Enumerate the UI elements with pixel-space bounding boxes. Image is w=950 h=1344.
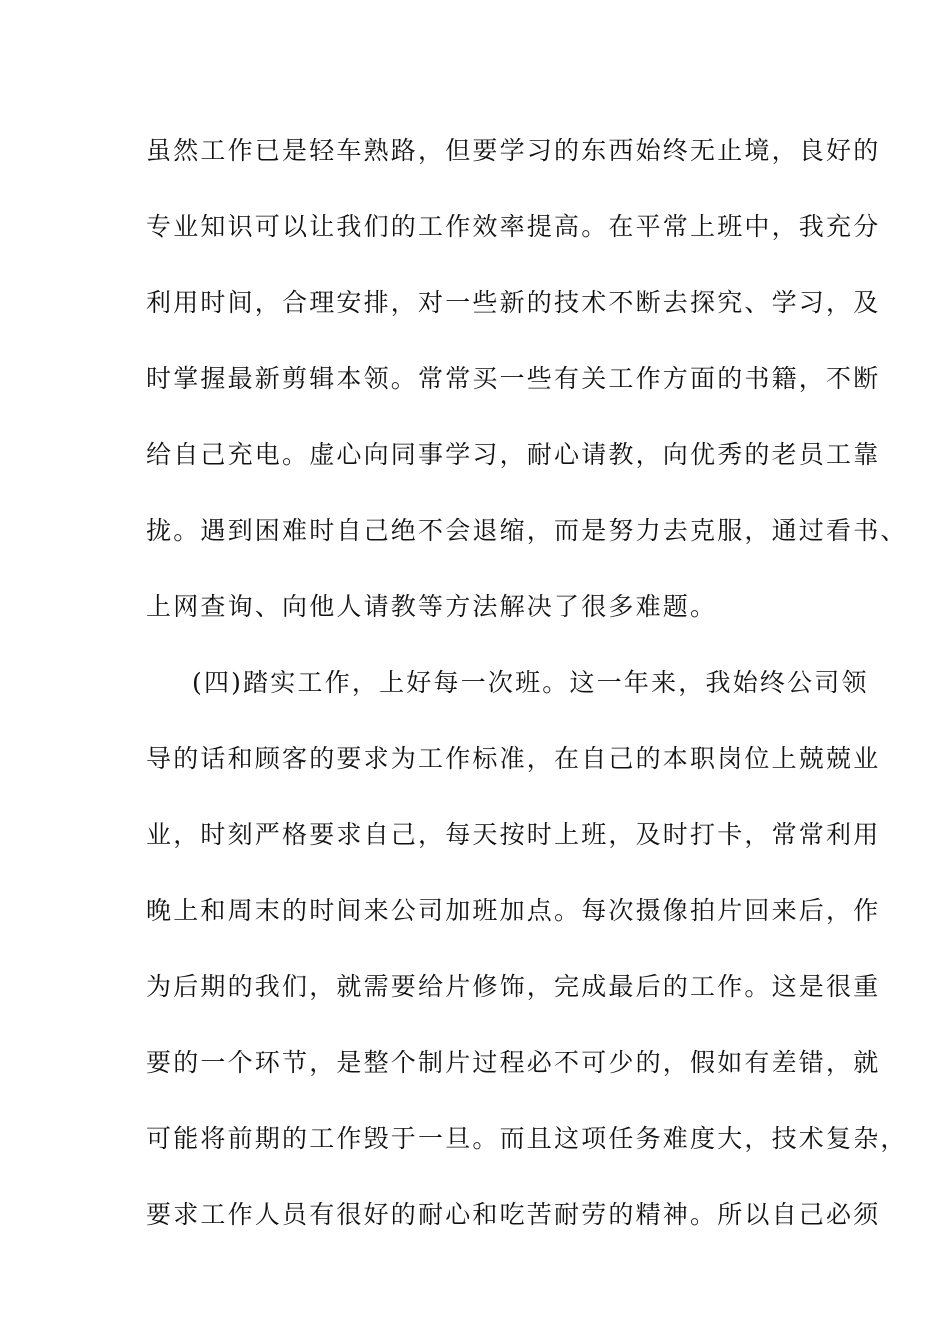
text-line: 利用时间，合理安排，对一些新的技术不断去探究、学习，及 xyxy=(146,288,881,317)
text-line: 导的话和顾客的要求为工作标准，在自己的本职岗位上兢兢业 xyxy=(146,744,881,773)
text-line: 上网查询、向他人请教等方法解决了很多难题。 xyxy=(146,592,718,621)
text-line: 拢。遇到困难时自己绝不会退缩，而是努力去克服，通过看书、 xyxy=(146,516,908,545)
text-line: 可能将前期的工作毁于一旦。而且这项任务难度大，技术复杂， xyxy=(146,1124,908,1153)
text-line: 时掌握最新剪辑本领。常常买一些有关工作方面的书籍，不断 xyxy=(146,364,881,393)
text-line: 晚上和周末的时间来公司加班加点。每次摄像拍片回来后，作 xyxy=(146,896,881,925)
text-line: 要的一个环节，是整个制片过程必不可少的，假如有差错，就 xyxy=(146,1048,881,1077)
text-line: 专业知识可以让我们的工作效率提高。在平常上班中，我充分 xyxy=(146,212,881,241)
text-line: 为后期的我们，就需要给片修饰，完成最后的工作。这是很重 xyxy=(146,972,881,1001)
body-text xyxy=(146,126,908,1266)
text-line: 业，时刻严格要求自己，每天按时上班，及时打卡，常常利用 xyxy=(146,820,881,849)
text-line: 给自己充电。虚心向同事学习，耐心请教，向优秀的老员工靠 xyxy=(146,440,881,469)
text-line: 虽然工作已是轻车熟路，但要学习的东西始终无止境，良好的 xyxy=(146,136,881,165)
text-line: 要求工作人员有很好的耐心和吃苦耐劳的精神。所以自己必须 xyxy=(146,1200,881,1229)
section-heading-line: (四)踏实工作，上好每一次班。这一年来，我始终公司领 xyxy=(192,668,869,697)
